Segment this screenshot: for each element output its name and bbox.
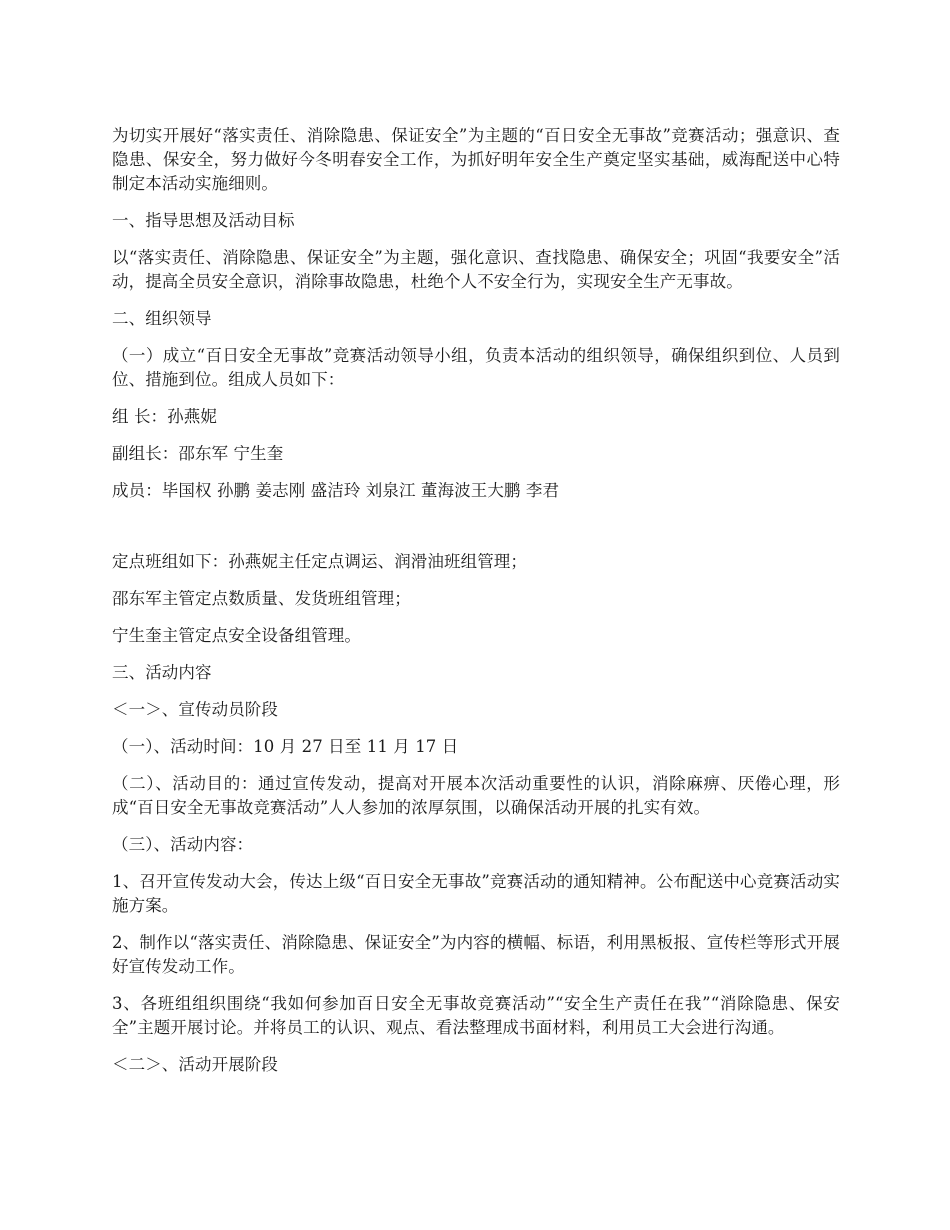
members-line: 成员：毕国权 孙鹏 姜志刚 盛洁玲 刘泉江 董海波王大鹏 李君 — [112, 481, 560, 500]
group-leader-line: 组 长：孙燕妮 — [112, 407, 217, 426]
document-body — [112, 124, 840, 1090]
blank-gap — [112, 516, 840, 550]
content-item-2: 2、制作以“落实责任、消除隐患、保证安全”为内容的横幅、标语，利用黑板报、宣传栏等形式开展好宣传发动工作。 — [112, 933, 840, 976]
content-item-1: 1、召开宣传发动大会，传达上级“百日安全无事故”竞赛活动的通知精神。公布配送中心竞赛活动实施方案。 — [112, 872, 840, 915]
leadership-group-paragraph: （一）成立“百日安全无事故”竞赛活动领导小组，负责本活动的组织领导，确保组织到位、人员到位、措施到位。组成人员如下： — [112, 346, 840, 389]
phase-heading-mobilization: ＜一＞、宣传动员阶段 — [112, 700, 278, 719]
intro-paragraph: 为切实开展好“落实责任、消除隐患、保证安全”为主题的“百日安全无事故”竞赛活动；强意识、查隐患、保安全，努力做好今冬明春安全工作，为抓好明年安全生产奠定坚实基础，威海配送中心特制定本活动实施细则。 — [112, 126, 840, 193]
assigned-teams-line-2: 邵东军主管定点数质量、发货班组管理； — [112, 589, 411, 608]
deputy-leader-line: 副组长：邵东军 宁生奎 — [112, 444, 284, 463]
guiding-ideology-paragraph: 以“落实责任、消除隐患、保证安全”为主题，强化意识、查找隐患、确保安全；巩固“我要安全”活动，提高全员安全意识，消除事故隐患，杜绝个人不安全行为，实现安全生产无事故。 — [112, 248, 840, 291]
assigned-teams-line-3: 宁生奎主管定点安全设备组管理。 — [112, 626, 361, 645]
section-heading-guiding-ideology: 一、指导思想及活动目标 — [112, 211, 295, 230]
phase-heading-implementation: ＜二＞、活动开展阶段 — [112, 1055, 278, 1074]
section-heading-organization: 二、组织领导 — [112, 309, 212, 328]
assigned-teams-line-1: 定点班组如下：孙燕妮主任定点调运、润滑油班组管理； — [112, 552, 527, 571]
section-heading-activity-content: 三、活动内容 — [112, 663, 212, 682]
content-item-3: 3、各班组组织围绕“我如何参加百日安全无事故竞赛活动”“安全生产责任在我”“消除隐患、保安全”主题开展讨论。并将员工的认识、观点、看法整理成书面材料，利用员工大会进行沟通。 — [112, 994, 840, 1037]
activity-content-heading: （三）、活动内容： — [112, 835, 254, 854]
activity-purpose-paragraph: （二）、活动目的：通过宣传发动，提高对开展本次活动重要性的认识，消除麻痹、厌倦心理，形成“百日安全无事故竞赛活动”人人参加的浓厚氛围，以确保活动开展的扎实有效。 — [112, 774, 840, 817]
activity-time-line: （一）、活动时间：10 月 27 日至 11 月 17 日 — [112, 737, 459, 756]
